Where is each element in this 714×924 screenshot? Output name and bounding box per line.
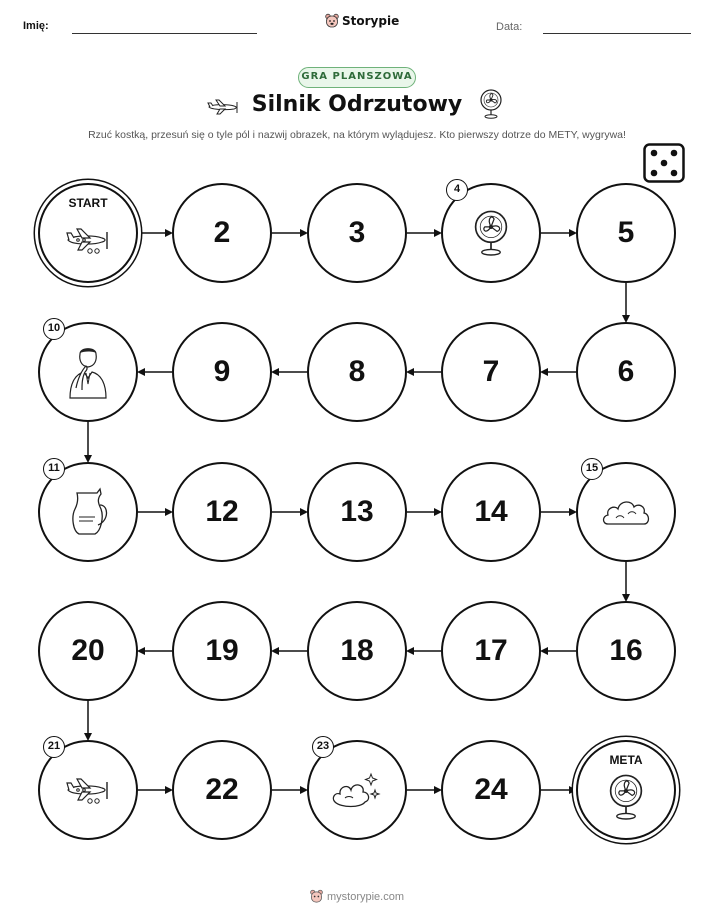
thinking-man-icon (66, 344, 110, 400)
space-number: 22 (205, 773, 239, 806)
category-badge: GRA PLANSZOWA (298, 67, 416, 88)
board-space-5 (576, 183, 676, 283)
board-space-22 (172, 740, 272, 840)
board-space-12 (172, 462, 272, 562)
board-space-18 (307, 601, 407, 701)
board-space-2 (172, 183, 272, 283)
space-number: 2 (213, 216, 231, 249)
board-space-24 (441, 740, 541, 840)
space-number: 9 (213, 355, 231, 388)
board-space-16 (576, 601, 676, 701)
airplane-icon (64, 225, 112, 255)
board-space-3 (307, 183, 407, 283)
instructions-text: Rzuć kostką, przesuń się o tyle pól i nazwij obrazek, na którym wylądujesz. Kto pierwszy dotrze do METY, wygrywa! (88, 129, 626, 141)
space-number: 7 (482, 355, 500, 388)
space-number: 14 (474, 495, 508, 528)
space-number: 8 (348, 355, 366, 388)
space-number: 19 (205, 634, 239, 667)
date-label: Data: (496, 21, 523, 33)
space-number: 20 (71, 634, 105, 667)
space-number: 5 (617, 216, 635, 249)
space-number-tag: 11 (43, 458, 65, 480)
footer-site: mystorypie.com (326, 890, 405, 903)
board-space-14 (441, 462, 541, 562)
space-number: 18 (340, 634, 374, 667)
fan-icon (471, 208, 511, 258)
page-title: Silnik Odrzutowy (251, 92, 463, 117)
space-number-tag: 23 (312, 736, 334, 758)
board-space-13 (307, 462, 407, 562)
space-number: 24 (474, 773, 508, 806)
cloud-icon (600, 494, 652, 530)
finish-space (576, 740, 676, 840)
board-space-6 (576, 322, 676, 422)
fan-icon (606, 772, 646, 822)
finish-label: META (609, 753, 643, 767)
footer (0, 889, 714, 904)
board-space-7 (441, 322, 541, 422)
bear-icon (310, 889, 323, 904)
name-label: Imię: (23, 20, 49, 32)
board-space-8 (307, 322, 407, 422)
space-number: 3 (348, 216, 366, 249)
pitcher-icon (67, 487, 109, 537)
space-number: 12 (205, 495, 239, 528)
space-number: 6 (617, 355, 635, 388)
steam-puff-icon (331, 768, 383, 812)
board-space-9 (172, 322, 272, 422)
start-label: START (68, 196, 108, 210)
board-space-17 (441, 601, 541, 701)
space-number-tag: 10 (43, 318, 65, 340)
space-number-tag: 4 (446, 179, 468, 201)
space-number: 17 (474, 634, 508, 667)
space-number-tag: 21 (43, 736, 65, 758)
space-number: 16 (609, 634, 643, 667)
board-space-20 (38, 601, 138, 701)
space-number: 13 (340, 495, 374, 528)
board-space-19 (172, 601, 272, 701)
space-number-tag: 15 (581, 458, 603, 480)
airplane-icon (64, 775, 112, 805)
brand-name: Storypie (342, 14, 400, 28)
start-space (38, 183, 138, 283)
